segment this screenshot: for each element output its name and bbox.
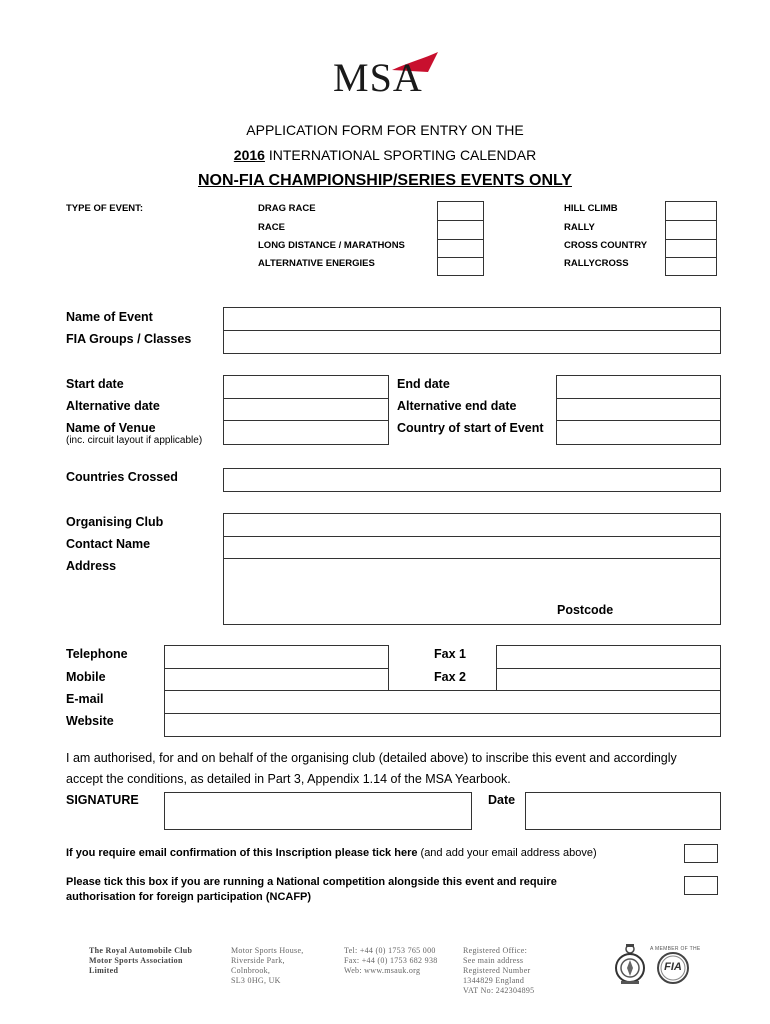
footer-registered-line: Registered Number [463, 966, 531, 975]
fax2-input[interactable] [496, 668, 721, 691]
footer-registered-line: See main address [463, 956, 524, 965]
drag-race-checkbox[interactable] [437, 201, 484, 221]
long-distance-checkbox[interactable] [437, 239, 484, 258]
footer-contact-line: Web: www.msauk.org [344, 966, 421, 975]
country-start-input[interactable] [556, 420, 721, 445]
footer-address-line: Colnbrook, [231, 966, 271, 975]
fax1-input[interactable] [496, 645, 721, 669]
ncafp-line2: authorisation for foreign participation (NCAFP) [66, 891, 312, 903]
footer-contact-line: Fax: +44 (0) 1753 682 938 [344, 956, 438, 965]
address-input[interactable] [223, 558, 721, 625]
countries-crossed-label: Countries Crossed [66, 470, 178, 484]
fia-member-text: A MEMBER OF THE [650, 946, 701, 952]
footer-address-line: Motor Sports House, [231, 946, 304, 955]
alt-end-date-input[interactable] [556, 398, 721, 421]
contact-name-label: Contact Name [66, 537, 151, 551]
form-heading-line2-rest: INTERNATIONAL SPORTING CALENDAR [264, 147, 537, 163]
rally-checkbox[interactable] [665, 220, 717, 240]
ncafp-line1: Please tick this box if you are running a National competition alongside this event and require [66, 876, 557, 888]
telephone-label: Telephone [66, 647, 128, 661]
declaration-line1: I am authorised, for and on behalf of the organising club (detailed above) to inscribe this event and accordingly [66, 751, 677, 765]
name-of-event-input[interactable] [223, 307, 721, 331]
start-date-label: Start date [66, 377, 124, 391]
declaration-line2: accept the conditions, as detailed in Part 3, Appendix 1.14 of the MSA Yearbook. [66, 772, 511, 786]
country-start-label: Country of start of Event [397, 421, 544, 435]
email-confirm-text [66, 847, 597, 859]
signature-input[interactable] [164, 792, 472, 830]
form-title: NON-FIA CHAMPIONSHIP/SERIES EVENTS ONLY [198, 172, 572, 189]
email-confirm-checkbox[interactable] [684, 844, 718, 863]
fia-groups-input[interactable] [223, 330, 721, 354]
footer-registered [463, 946, 534, 996]
mobile-input[interactable] [164, 668, 389, 691]
event-type-label: TYPE OF EVENT: [66, 203, 144, 214]
website-label: Website [66, 714, 114, 728]
hill-climb-checkbox[interactable] [665, 201, 717, 221]
alt-end-date-label: Alternative end date [397, 399, 517, 413]
email-label: E-mail [66, 692, 104, 706]
fia-groups-label: FIA Groups / Classes [66, 332, 192, 346]
alt-date-input[interactable] [223, 398, 389, 421]
footer-org-line: Motor Sports Association [89, 956, 183, 965]
end-date-input[interactable] [556, 375, 721, 399]
organising-club-input[interactable] [223, 513, 721, 537]
organising-club-label: Organising Club [66, 515, 164, 529]
alternative-energies-checkbox[interactable] [437, 257, 484, 276]
venue-label: Name of Venue [66, 421, 156, 435]
footer-org [89, 946, 192, 976]
email-input[interactable] [164, 690, 721, 714]
event-type-left-3: ALTERNATIVE ENERGIES [258, 258, 375, 269]
address-label: Address [66, 559, 117, 573]
footer-address [231, 946, 304, 986]
signature-label: SIGNATURE [66, 793, 139, 807]
end-date-label: End date [397, 377, 450, 391]
footer-contact [344, 946, 438, 976]
email-confirm-bold: If you require email confirmation of this Inscription please tick here [66, 847, 418, 859]
event-type-right-1: RALLY [564, 222, 595, 233]
form-year: 2016 [233, 147, 265, 163]
event-type-right-3: RALLYCROSS [564, 258, 629, 269]
alt-date-label: Alternative date [66, 399, 160, 413]
telephone-input[interactable] [164, 645, 389, 669]
email-confirm-rest: (and add your email address above) [417, 847, 597, 859]
date-input[interactable] [525, 792, 721, 830]
fia-logo-text: FIA [664, 961, 682, 973]
countries-crossed-input[interactable] [223, 468, 721, 492]
postcode-label: Postcode [557, 603, 614, 617]
cross-country-checkbox[interactable] [665, 239, 717, 258]
fax2-label: Fax 2 [434, 670, 466, 684]
venue-input[interactable] [223, 420, 389, 445]
rac-crest-icon [612, 942, 648, 986]
footer-address-line: SL3 0HG, UK [231, 976, 281, 985]
rallycross-checkbox[interactable] [665, 257, 717, 276]
venue-note: (inc. circuit layout if applicable) [66, 435, 203, 446]
form-heading-line1: APPLICATION FORM FOR ENTRY ON THE [246, 122, 524, 138]
start-date-input[interactable] [223, 375, 389, 399]
form-heading-line2 [0, 147, 770, 163]
footer-address-line: Riverside Park, [231, 956, 285, 965]
footer-registered-line: Registered Office: [463, 946, 528, 955]
mobile-label: Mobile [66, 670, 106, 684]
footer-registered-line: 1344829 England [463, 976, 525, 985]
event-type-right-0: HILL CLIMB [564, 203, 618, 214]
event-type-left-2: LONG DISTANCE / MARATHONS [258, 240, 405, 251]
contact-name-input[interactable] [223, 536, 721, 559]
name-of-event-label: Name of Event [66, 310, 153, 324]
race-checkbox[interactable] [437, 220, 484, 240]
ncafp-checkbox[interactable] [684, 876, 718, 895]
msa-logo [300, 50, 470, 100]
footer-org-line: The Royal Automobile Club [89, 946, 193, 955]
msa-logo-text: MSA [333, 55, 423, 100]
fia-logo-icon [655, 952, 691, 984]
date-label: Date [488, 793, 516, 807]
footer-registered-line: VAT No: 242304895 [463, 986, 535, 995]
event-type-right-2: CROSS COUNTRY [564, 240, 648, 251]
footer-contact-line: Tel: +44 (0) 1753 765 000 [344, 946, 436, 955]
fax1-label: Fax 1 [434, 647, 466, 661]
website-input[interactable] [164, 713, 721, 737]
event-type-left-0: DRAG RACE [258, 203, 316, 214]
event-type-left-1: RACE [258, 222, 285, 233]
footer-org-line: Limited [89, 966, 119, 975]
